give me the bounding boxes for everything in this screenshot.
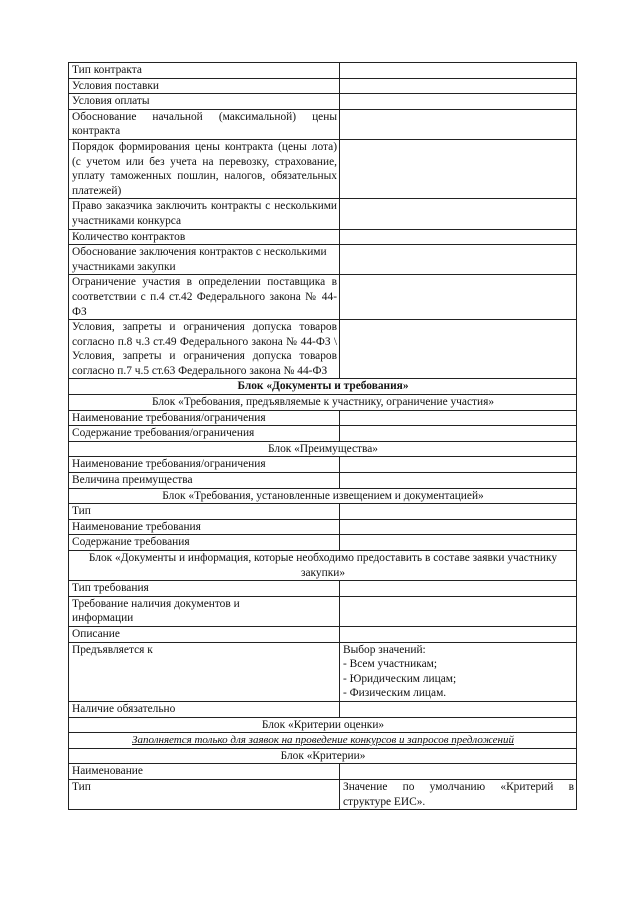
value-adv-name xyxy=(340,457,577,473)
table-row xyxy=(69,109,577,139)
value-nmck-justification xyxy=(340,109,577,139)
value-multi-contract-right xyxy=(340,199,577,229)
label-req-name: Наименование требования/ограничения xyxy=(69,410,340,426)
table-row xyxy=(69,245,577,275)
section-header-row xyxy=(69,441,577,457)
value-name xyxy=(340,764,577,780)
eval-block-note: Заполняется только для заявок на проведение конкурсов и запросов предложений xyxy=(69,733,577,749)
label-docs-required: Требование наличия документов и информации xyxy=(69,596,340,626)
section-header-row xyxy=(69,395,577,411)
docs-block-heading: Блок «Документы и требования» xyxy=(69,379,577,395)
label-nmck-justification: Обоснование начальной (максимальной) цены контракта xyxy=(69,109,340,139)
table-row xyxy=(69,764,577,780)
value-docs-required xyxy=(340,596,577,626)
value-type xyxy=(340,504,577,520)
table-row xyxy=(69,78,577,94)
value-admission-conditions xyxy=(340,320,577,379)
label-multi-contract-justification: Обоснование заключения контрактов с несколькими участниками закупки xyxy=(69,245,340,275)
table-row xyxy=(69,596,577,626)
table-row xyxy=(69,504,577,520)
value-participation-limit xyxy=(340,275,577,320)
table-row xyxy=(69,94,577,110)
label-admission-conditions: Условия, запреты и ограничения допуска товаров согласно п.8 ч.3 ст.49 Федерального закона № 44-ФЗ \ Условия, запреты и ограничения допуска товаров согласно п.7 ч.5 ст.63 Федерального закона № 44-ФЗ xyxy=(69,320,340,379)
value-description xyxy=(340,626,577,642)
table-row xyxy=(69,779,577,809)
table-row xyxy=(69,63,577,79)
section-header-row xyxy=(69,551,577,581)
label-multi-contract-right: Право заказчика заключить контракты с несколькими участниками конкурса xyxy=(69,199,340,229)
label-mandatory: Наличие обязательно xyxy=(69,701,340,717)
table-row xyxy=(69,701,577,717)
value-req-title xyxy=(340,519,577,535)
value-req-name xyxy=(340,410,577,426)
label-type: Тип xyxy=(69,504,340,520)
table-row xyxy=(69,320,577,379)
value-req-content xyxy=(340,426,577,442)
table-row xyxy=(69,519,577,535)
option-individuals: - Физическим лицам. xyxy=(343,687,447,700)
option-legal-entities: - Юридическим лицам; xyxy=(343,672,457,685)
value-req-body xyxy=(340,535,577,551)
label-presented-to: Предъявляется к xyxy=(69,642,340,701)
req-block-heading: Блок «Требования, предъявляемые к участнику, ограничение участия» xyxy=(69,395,577,411)
label-req-type: Тип требования xyxy=(69,581,340,597)
section-note-row xyxy=(69,733,577,749)
table-row xyxy=(69,457,577,473)
value-multi-contract-justification xyxy=(340,245,577,275)
info-block-heading: Блок «Документы и информация, которые необходимо предоставить в составе заявки участнику закупки» xyxy=(69,551,577,581)
table-row xyxy=(69,426,577,442)
contract-form-table xyxy=(68,62,577,810)
section-header-row xyxy=(69,717,577,733)
value-contract-type xyxy=(340,63,577,79)
value-price-formation xyxy=(340,139,577,198)
label-req-content: Содержание требования/ограничения xyxy=(69,426,340,442)
table-row xyxy=(69,473,577,489)
eval-block-heading: Блок «Критерии оценки» xyxy=(69,717,577,733)
label-price-formation: Порядок формирования цены контракта (цены лота) (с учетом или без учета на перевозку, страхование, уплату таможенных пошлин, налогов, обязательных платежей) xyxy=(69,139,340,198)
section-header-row xyxy=(69,488,577,504)
label-description: Описание xyxy=(69,626,340,642)
section-header-row xyxy=(69,379,577,395)
value-presented-to xyxy=(340,642,577,701)
value-req-type xyxy=(340,581,577,597)
label-contract-count: Количество контрактов xyxy=(69,229,340,245)
table-row xyxy=(69,535,577,551)
notice-req-block-heading: Блок «Требования, установленные извещением и документацией» xyxy=(69,488,577,504)
criteria-block-heading: Блок «Критерии» xyxy=(69,748,577,764)
label-contract-type: Тип контракта xyxy=(69,63,340,79)
label-crit-type: Тип xyxy=(69,779,340,809)
table-row xyxy=(69,199,577,229)
option-all-participants: - Всем участникам; xyxy=(343,658,438,671)
label-participation-limit: Ограничение участия в определении поставщика в соответствии с п.4 ст.42 Федерального закона № 44-ФЗ xyxy=(69,275,340,320)
table-row xyxy=(69,275,577,320)
presented-to-title: Выбор значений: xyxy=(343,643,426,656)
table-row xyxy=(69,410,577,426)
label-name: Наименование xyxy=(69,764,340,780)
label-payment-terms: Условия оплаты xyxy=(69,94,340,110)
value-mandatory xyxy=(340,701,577,717)
value-contract-count xyxy=(340,229,577,245)
label-req-title: Наименование требования xyxy=(69,519,340,535)
value-adv-size xyxy=(340,473,577,489)
section-header-row xyxy=(69,748,577,764)
label-adv-size: Величина преимущества xyxy=(69,473,340,489)
label-adv-name: Наименование требования/ограничения xyxy=(69,457,340,473)
table-row xyxy=(69,642,577,701)
value-payment-terms xyxy=(340,94,577,110)
adv-block-heading: Блок «Преимущества» xyxy=(69,441,577,457)
table-row xyxy=(69,626,577,642)
table-row xyxy=(69,139,577,198)
label-delivery-terms: Условия поставки xyxy=(69,78,340,94)
table-row xyxy=(69,581,577,597)
value-delivery-terms xyxy=(340,78,577,94)
table-row xyxy=(69,229,577,245)
value-crit-type: Значение по умолчанию «Критерий в структуре ЕИС». xyxy=(340,779,577,809)
label-req-body: Содержание требования xyxy=(69,535,340,551)
